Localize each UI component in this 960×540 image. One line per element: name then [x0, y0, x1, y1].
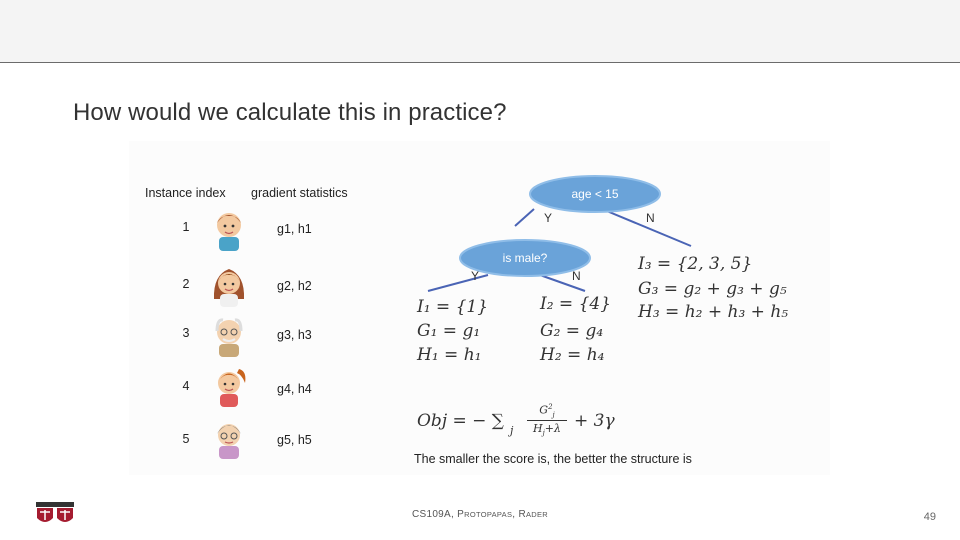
leaf2-G: G₂ = g₄ [540, 321, 604, 341]
branch-root-yes [515, 209, 534, 226]
row-index: 3 [182, 326, 190, 340]
row-index: 1 [182, 220, 190, 234]
footer-sep: , R [512, 509, 526, 520]
row-gradient: g5, h5 [277, 433, 312, 447]
footer-author-1: ROTOPAPAS [464, 510, 513, 519]
objective-denominator: H [533, 421, 543, 435]
leaf1-H: H₁ = h₁ [417, 345, 482, 365]
root-node-label: age < 15 [571, 187, 619, 201]
objective-rhs: + 3γ [574, 411, 615, 431]
row-gradient: g1, h1 [277, 222, 312, 236]
header-band [0, 0, 960, 63]
row-gradient: g3, h3 [277, 328, 312, 342]
leaf3-H: H₃ = h₂ + h₃ + h₅ [638, 302, 789, 322]
leaf3-instances: I₃ = {2, 3, 5} [638, 254, 753, 274]
footer-left: CS109A, P [411, 509, 465, 520]
slide-title: How would we calculate this in practice? [73, 99, 507, 126]
fraction-bar [527, 420, 567, 421]
leaf2-instances: I₂ = {4} [540, 294, 612, 314]
child-yes-label: Y [471, 269, 480, 283]
objective-numerator: G [539, 403, 549, 417]
row-index: 4 [182, 379, 190, 393]
leaf1-G: G₁ = g₁ [417, 321, 481, 341]
row-index: 5 [182, 432, 190, 446]
objective-fraction: $G^2_j$ $H_j+\lambda$ [527, 403, 567, 437]
objective-sum-index: j [510, 424, 514, 437]
row-gradient: g2, h2 [277, 279, 312, 293]
root-yes-label: Y [544, 211, 553, 225]
root-no-label: N [646, 211, 655, 225]
child-no-label: N [572, 269, 581, 283]
objective-lhs: Obj = − ∑ [417, 411, 504, 431]
footer-author-2: ADER [525, 510, 549, 519]
gradient-statistics-header: gradient statistics [251, 186, 348, 200]
instance-index-header: Instance index [145, 186, 226, 200]
row-index: 2 [182, 277, 190, 291]
figure-caption: The smaller the score is, the better the structure is [414, 452, 692, 466]
leaf2-H: H₂ = h₄ [540, 345, 605, 365]
row-gradient: g4, h4 [277, 382, 312, 396]
leaf1-instances: I₁ = {1} [417, 297, 489, 317]
leaf3-G: G₃ = g₂ + g₃ + g₅ [638, 279, 787, 299]
child-node-label: is male? [502, 251, 548, 265]
footer-course-label [0, 509, 960, 520]
page-number: 49 [923, 511, 936, 523]
xgboost-figure [129, 141, 830, 475]
